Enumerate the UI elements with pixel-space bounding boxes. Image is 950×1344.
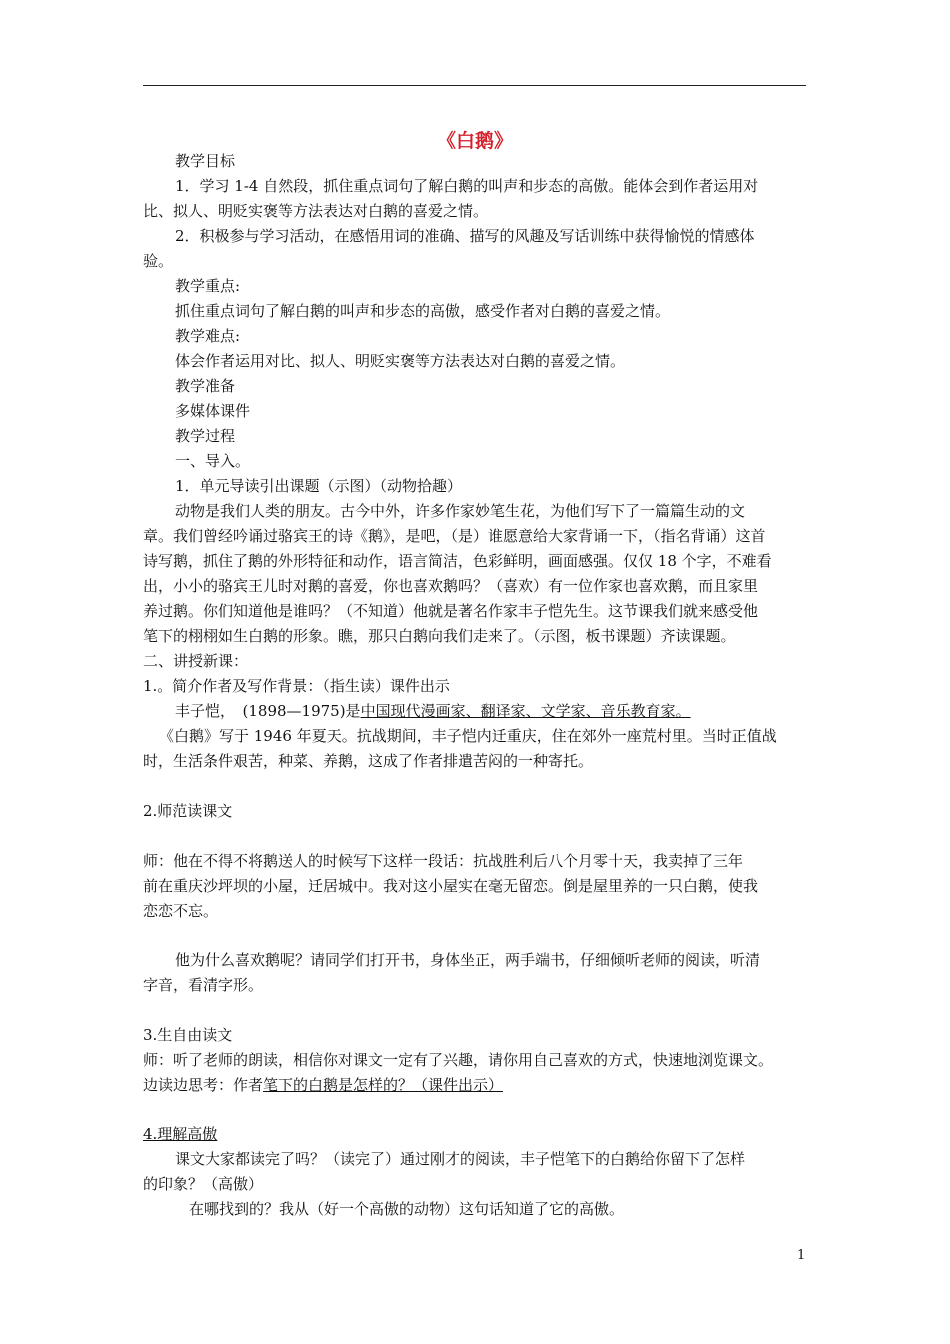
paragraph-line: 师：听了老师的朗读，相信你对课文一定有了兴趣，请你用自己喜欢的方式，快速地浏览课文。 [143, 1051, 774, 1069]
paragraph-line: 师：他在不得不将鹅送人的时候写下这样一段话：抗战胜利后八个月零十天，我卖掉了三年 [143, 852, 744, 870]
section-heading: 二、讲授新课： [143, 652, 249, 670]
paragraph-line [175, 701, 691, 721]
paragraph-line: 字音，看清字形。 [143, 976, 264, 994]
paragraph-line: 1.。简介作者及写作背景：（指生读）课件出示 [143, 677, 450, 695]
header-rule [143, 85, 806, 86]
think-question: 笔下的白鹅是怎样的？（课件出示） [263, 1076, 504, 1094]
heading-key-points: 教学重点: [175, 277, 241, 295]
heading-teaching-goals: 教学目标 [175, 152, 236, 170]
paragraph-line: 笔下的栩栩如生白鹅的形象。瞧，那只白鹅向我们走来了。（示图，板书课题）齐读课题。 [143, 627, 736, 645]
paragraph-line: 体会作者运用对比、拟人、明贬实褒等方法表达对白鹅的喜爱之情。 [175, 352, 626, 370]
author-intro: 丰子恺， (1898—1975)是 [175, 702, 361, 720]
paragraph-line: 1．单元导读引出课题（示图）（动物拾趣） [175, 477, 463, 495]
subsection-heading: 2.师范读课文 [143, 802, 233, 820]
heading-difficulties: 教学难点: [175, 327, 241, 345]
section-heading: 一、导入。 [175, 452, 251, 470]
paragraph-line: 章。我们曾经吟诵过骆宾王的诗《鹅》，是吧，（是）谁愿意给大家背诵一下，（指名背诵）这首 [143, 527, 766, 545]
heading-preparation: 教学准备 [175, 377, 236, 395]
paragraph-line: 他为什么喜欢鹅呢？请同学们打开书，身体坐正，两手端书，仔细倾听老师的阅读，听清 [175, 951, 761, 969]
paragraph-line: 时，生活条件艰苦，种菜、养鹅，这成了作者排遣苦闷的一种寄托。 [143, 752, 594, 770]
paragraph-line: 前在重庆沙坪坝的小屋，迁居城中。我对这小屋实在毫无留恋。倒是屋里养的一只白鹅，使我 [143, 877, 759, 895]
paragraph-line [143, 1075, 503, 1095]
paragraph-line: 诗写鹅，抓住了鹅的外形特征和动作，语言简洁，色彩鲜明，画面感强。仅仅 18 个字，不难看 [143, 552, 772, 570]
paragraph-line: 验。 [143, 252, 174, 270]
paragraph-line: 养过鹅。你们知道他是谁吗？（不知道）他就是著名作家丰子恺先生。这节课我们就来感受他 [143, 602, 759, 620]
paragraph-line: 《白鹅》写于 1946 年夏天。抗战期间，丰子恺内迁重庆，住在郊外一座荒村里。当时正值战 [159, 727, 777, 745]
document-title: 《白鹅》 [436, 130, 513, 152]
paragraph-line: 出，小小的骆宾王儿时对鹅的喜爱，你也喜欢鹅吗？（喜欢）有一位作家也喜欢鹅，而且家里 [143, 577, 759, 595]
paragraph-line: 的印象？（高傲） [143, 1175, 264, 1193]
subsection-heading: 4.理解高傲 [143, 1125, 218, 1143]
subsection-heading: 3.生自由读文 [143, 1026, 233, 1044]
paragraph-line: 课文大家都读完了吗？（读完了）通过刚才的阅读，丰子恺笔下的白鹅给你留下了怎样 [175, 1150, 746, 1168]
paragraph-line: 抓住重点词句了解白鹅的叫声和步态的高傲，感受作者对白鹅的喜爱之情。 [175, 302, 671, 320]
think-prompt: 边读边思考：作者 [143, 1076, 264, 1094]
page-number: 1 [797, 1248, 806, 1263]
heading-process: 教学过程 [175, 427, 236, 445]
paragraph-line: 1．学习 1-4 自然段，抓住重点词句了解白鹅的叫声和步态的高傲。能体会到作者运用对 [175, 177, 759, 195]
paragraph-line: 比、拟人、明贬实褒等方法表达对白鹅的喜爱之情。 [143, 202, 489, 220]
paragraph-line: 恋恋不忘。 [143, 902, 219, 920]
paragraph-line: 2．积极参与学习活动，在感悟用词的准确、描写的风趣及写话训练中获得愉悦的情感体 [175, 227, 755, 245]
paragraph-line: 在哪找到的？我从（好一个高傲的动物）这句话知道了它的高傲。 [189, 1200, 625, 1218]
paragraph-line: 多媒体课件 [175, 402, 251, 420]
paragraph-line: 动物是我们人类的朋友。古今中外，许多作家妙笔生花，为他们写下了一篇篇生动的文 [175, 502, 746, 520]
author-titles: 中国现代漫画家、翻译家、文学家、音乐教育家。 [360, 702, 691, 720]
